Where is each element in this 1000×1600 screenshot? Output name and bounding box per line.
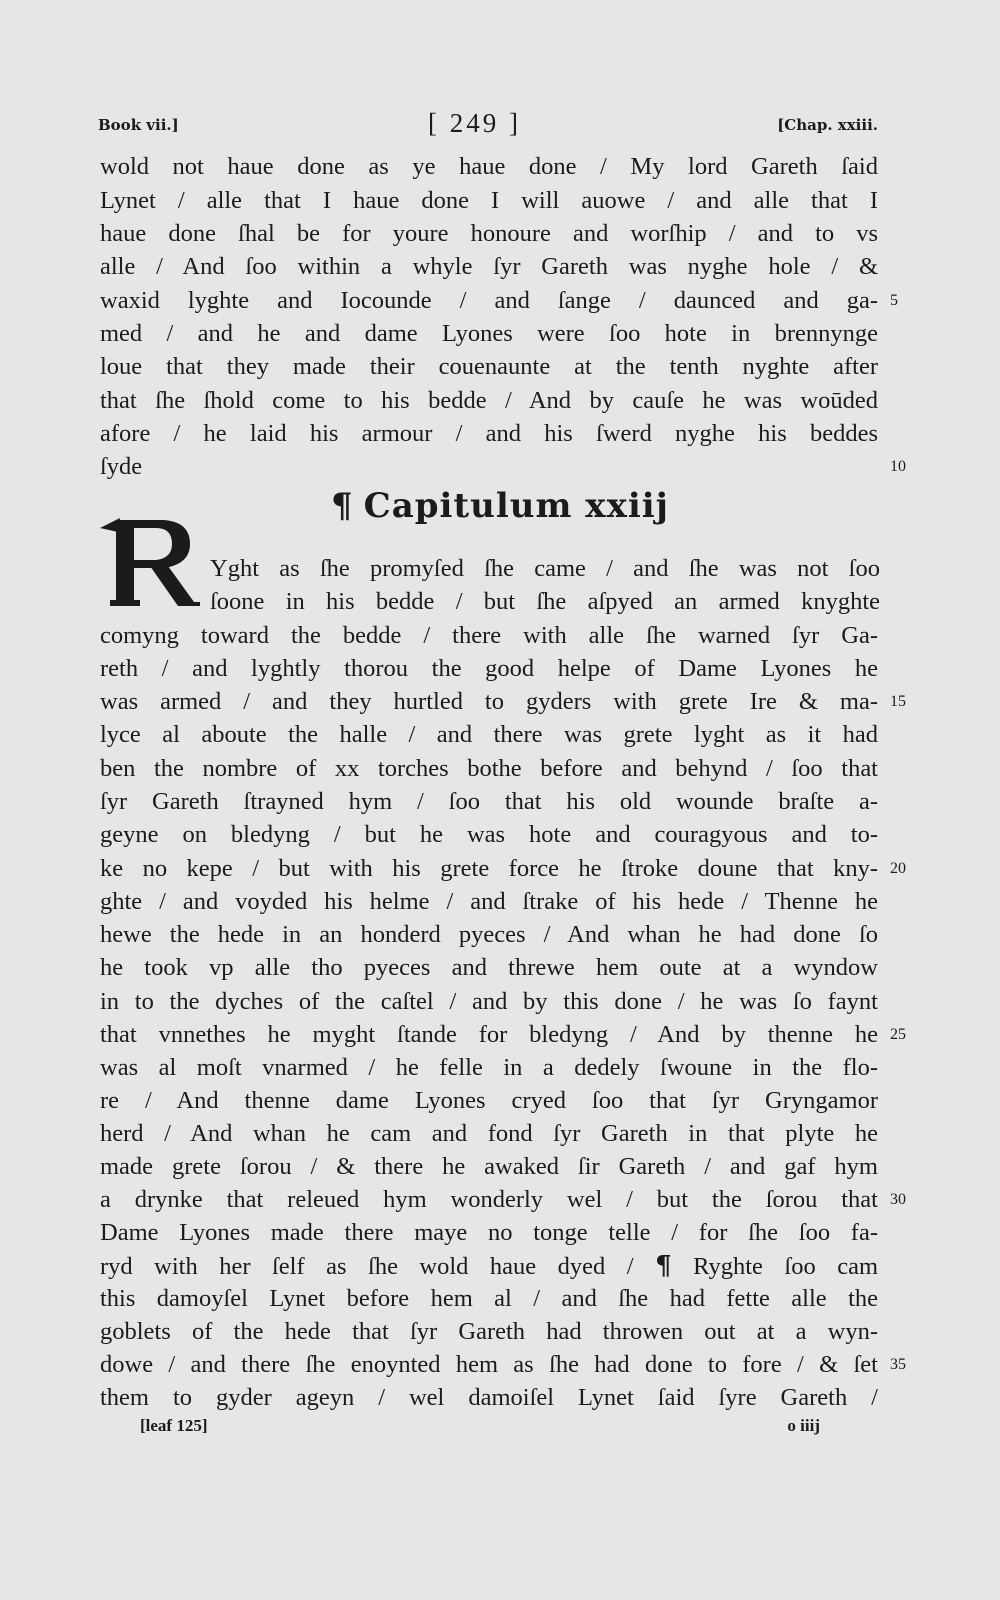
text-line: ſyr Gareth ſtrayned hym / ſoo that his old wounde braſte a- [100,788,878,815]
drop-cap-letter: R [158,604,159,605]
text-line: in to the dyches of the caſtel / and by this done / he was ſo faynt [100,988,878,1015]
page-footer [140,1416,820,1446]
text-line: herd / And whan he cam and fond ſyr Gareth in that plyte he [100,1120,878,1147]
text-line: re / And thenne dame Lyones cryed ſoo that ſyr Gryngamor [100,1087,878,1114]
signature-mark: o iiij [787,1416,820,1435]
text-line: hewe the hede in an honderd pyeces / And whan he had done ſo [100,921,878,948]
text-line: wold not haue done as ye haue done / My lord Gareth ſaid [100,153,878,180]
book-number: Book vii.] [98,116,179,134]
text-line: Dame Lyones made there maye no tonge telle / for ſhe ſoo fa- [100,1219,878,1246]
text-line: ghte / and voyded his helme / and ſtrake of his hede / Thenne he [100,888,878,915]
line-number: 30 [890,1191,906,1208]
text-line: ben the nombre of xx torches bothe before and behynd / ſoo that [100,755,878,782]
pilcrow-icon: ¶ [655,1251,672,1281]
text-line: was al moſt vnarmed / he felle in a dedely ſwoune in the flo- [100,1054,878,1081]
text-line: he took vp alle tho pyeces and threwe hem oute at a wyndow [100,954,878,981]
line-number: 5 [890,292,898,309]
text-line [100,1249,878,1283]
page-number: [ 249 ] [428,108,521,138]
line-number: 25 [890,1026,906,1043]
line-number: 15 [890,693,906,710]
text-line: afore / he laid his armour / and his ſwerd nyghe his beddes [100,420,878,447]
text-line: haue done ſhal be for youre honoure and worſhip / and to vs [100,220,878,247]
text-line: loue that they made their couenaunte at the tenth nyghte after [100,353,878,380]
text-line: this damoyſel Lynet before hem al / and ſhe had fette alle the [100,1285,878,1312]
text-line: Yght as ſhe promyſed ſhe came / and ſhe was not ſoo [210,555,880,582]
text-line: geyne on bledyng / but he was hote and couragyous and to- [100,821,878,848]
line-number: 35 [890,1356,906,1373]
text-line: was armed / and they hurtled to gyders with grete Ire & ma- [100,688,878,715]
text-line: made grete ſorou / & there he awaked ſir Gareth / and gaf hym [100,1153,878,1180]
text-line: that vnnethes he myght ſtande for bledyng / And by thenne he [100,1021,878,1048]
pilcrow-icon: ¶ [331,486,354,526]
text-line: med / and he and dame Lyones were ſoo hote in brennynge [100,320,878,347]
text-line: lyce al aboute the halle / and there was grete lyght as it had [100,721,878,748]
text-segment: ryd with her ſelf as ſhe wold haue dyed / [100,1253,634,1280]
text-line: dowe / and there ſhe enoynted hem as ſhe had done to fore / & ſet [100,1351,878,1378]
text-line: ſyde [100,453,143,480]
text-line: them to gyder ageyn / wel damoiſel Lynet ſaid ſyre Gareth / [100,1384,878,1411]
text-line: ſoone in his bedde / but ſhe aſpyed an armed knyghte [210,588,880,615]
drop-cap-r [98,514,202,610]
text-line: comyng toward the bedde / there with alle ſhe warned ſyr Ga- [100,622,878,649]
leaf-number: [leaf 125] [140,1416,208,1435]
chapter-number: [Chap. xxiii. [777,116,878,134]
text-line: a drynke that releued hym wonderly wel / but the ſorou that [100,1186,878,1213]
text-line: ke no kepe / but with his grete force he ſtroke doune that kny- [100,855,878,882]
text-line: that ſhe ſhold come to his bedde / And by cauſe he was woūded [100,387,878,414]
text-line: Lynet / alle that I haue done I will auowe / and alle that I [100,187,878,214]
running-head [98,108,878,144]
text-line: reth / and lyghtly thorou the good helpe of Dame Lyones he [100,655,878,682]
line-number: 10 [890,458,906,475]
text-line: goblets of the hede that ſyr Gareth had throwen out at a wyn- [100,1318,878,1345]
text-line: waxid lyghte and Iocounde / and ſange / daunced and ga- [100,287,878,314]
chapter-title: Capitulum xxiij [363,486,669,526]
text-line: alle / And ſoo within a whyle ſyr Gareth was nyghe hole / & [100,253,878,280]
text-segment: Ryghte ſoo cam [693,1253,879,1280]
line-number: 20 [890,860,906,877]
